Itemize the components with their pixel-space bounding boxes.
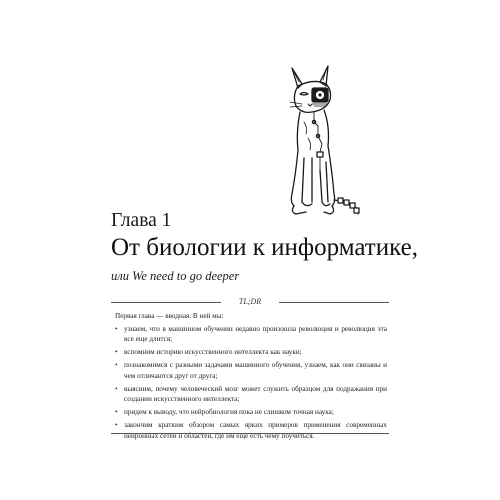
list-item-text: узнаем, что в машинном обучении недавно произошла революция и революция эта все еще длится; <box>124 324 387 344</box>
list-item-text: закончим кратким обзором самых ярких примеров применения современных нейронных сетей и областей, где им еще есть чему поучиться. <box>124 421 387 440</box>
summary-list <box>115 324 387 441</box>
bottom-divider <box>111 433 389 434</box>
bullet-icon: • <box>115 408 118 417</box>
bullet-icon: • <box>115 384 118 393</box>
summary-intro: Первая глава — вводная. В ней мы: <box>115 312 224 320</box>
list-item <box>115 347 387 357</box>
list-item-text: выясним, почему человеческий мозг может служить образцом для подражания при создании искусственного интеллекта; <box>124 384 387 404</box>
list-item-text: познакомимся с разными задачами машинного обучения, узнаем, как они связаны и чем отличаются друг от друга; <box>124 361 387 380</box>
bullet-icon: • <box>115 361 118 370</box>
list-item <box>115 324 387 345</box>
bullet-icon: • <box>115 348 118 357</box>
chapter-subtitle: или We need to go deeper <box>111 269 240 283</box>
chapter-title: От биологии к информатике, <box>111 234 418 261</box>
chapter-number: Глава 1 <box>111 210 172 231</box>
divider-line-left <box>111 302 221 303</box>
tldr-divider <box>111 298 389 308</box>
bullet-icon: • <box>115 324 118 333</box>
list-item <box>115 360 387 381</box>
list-item <box>115 407 387 417</box>
bullet-icon: • <box>115 421 118 430</box>
robot-cat-icon <box>268 62 372 222</box>
list-item-text: придем к выводу, что нейробиология пока не слишком точная наука; <box>124 408 334 417</box>
list-item <box>115 420 387 441</box>
list-item <box>115 384 387 405</box>
tldr-summary <box>115 311 387 444</box>
chapter-heading <box>111 209 418 284</box>
list-item-text: вспомним историю искусственного интеллекта как науки; <box>124 348 302 357</box>
tldr-heading: TL;DR <box>238 297 262 306</box>
divider-line-right <box>279 302 389 303</box>
